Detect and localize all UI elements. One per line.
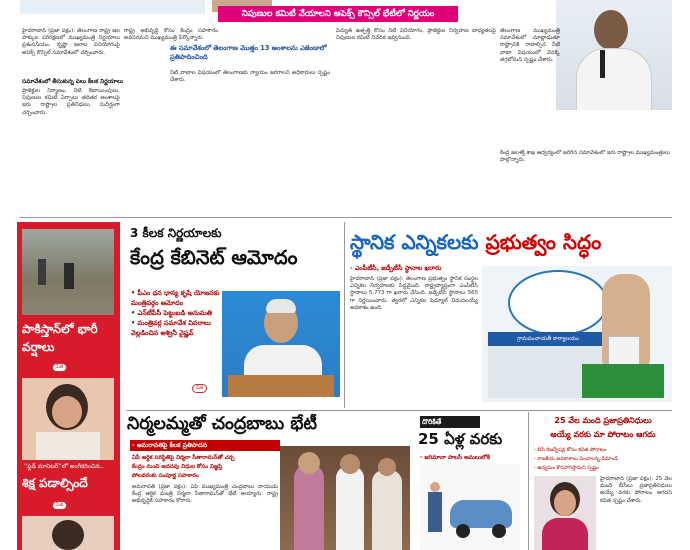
cabinet-page-tag[interactable]: పేజీ <box>192 384 207 393</box>
rain-title: పాకిస్తాన్‌లో భారీ వర్షాలు <box>22 322 98 354</box>
cbn-title: నిర్మలమ్మతో చంద్రబాబు భేటీ <box>127 414 317 434</box>
kavitha-sub3: - ఉద్యమం కొనసాగిస్తామని స్పష్టం <box>534 465 599 471</box>
rain-page-tag[interactable]: పేజీ <box>52 363 67 372</box>
cabinet-bullets <box>131 288 223 338</box>
cbn-bullet: కేంద్రం నుంచి అదనపు నిధుల కోసం విజ్ఞప్తి <box>132 464 223 470</box>
top-col1-subhead: సమావేశంలో తీసుకున్న పలు కీలక నిర్ణయాలు <box>22 79 124 85</box>
pink-banner: నిపుణుల కమిటీ వేయాలని అపెక్స్ కౌన్సిల్ భేటీలో నిర్ణయం <box>218 6 458 22</box>
cabinet-bullet: • మంత్రివర్గ సమావేశ వివరాలు వెల్లడించిన అశ్వినీ వైష్ణవ్ <box>131 318 223 338</box>
election-illustration <box>482 266 672 402</box>
bottom-left-photo <box>22 516 114 550</box>
top-col2-para2: నీటి వాటాల విషయంలో తెలంగాణకు న్యాయం జరగాలని అధికారులు స్పష్టం చేశారు. <box>170 70 330 84</box>
minister-photo <box>222 291 340 397</box>
local-subhead: - ఎంపీటీసీ, జడ్పీటీసీ స్థానాల ఖరారు <box>350 264 442 272</box>
election-office-board: గ్రామపంచాయతీ కార్యాలయం <box>488 332 608 346</box>
horizontal-rule-1 <box>20 217 672 218</box>
top-col1-para1: హైదరాబాద్ (ప్రజా పక్షం): తెలంగాణ రాష్ట్ర జల హక్కుల పరిరక్షణలో ముఖ్యమంత్రి నిర్ణయాలు ప్రశంసనీయం. కృష్ణా జలాల వినియోగంపై అపెక్స్ కౌన్సిల్ సమావేశంలో చర్చించారు. <box>22 28 120 56</box>
top-col4-para: తెలంగాణ ముఖ్యమంత్రి సమావేశంలో మాట్లాడుతూ రాష్ట్రానికి రావాల్సిన నీటి వాటా విషయంలో వెనక్కి తగ్గబోమని స్పష్టం చేశారు. <box>500 28 560 63</box>
kavitha-para: హైదరాబాద్ (ప్రజా పక్షం): 25 వేల మంది బీసీలు ప్రజాప్రతినిధులు అయ్యే వరకు పోరాటం ఆగదని కవిత స్పష్టం చేశారు. <box>600 476 672 504</box>
local-title <box>350 230 672 259</box>
top-col2-para1: రాష్ట్ర అభివృద్ధి కోసం కేంద్రం సహకారం అవసరమని ముఖ్యమంత్రి పేర్కొన్నారు. <box>124 28 218 42</box>
vertical-rule-1 <box>344 222 345 408</box>
kavitha-title-a: 25 వేల మంది ప్రజాప్రతినిధులు <box>554 416 652 425</box>
kavitha-sub1: - బీసీ రిజర్వేషన్ల కోసం కవిత పోరాటం <box>534 447 607 453</box>
rain-photo <box>22 229 114 315</box>
kavitha-sub2: - రాజకీయ అవకాశాలు పెంచాలన్న డిమాండ్ <box>534 456 619 462</box>
kavitha-photo <box>534 476 596 550</box>
cbn-bullet: ఏపీ ఆర్థిక పరిస్థితిపై నిర్మలా సీతారామన్‌తో చర్చ <box>132 455 235 461</box>
cbn-para: అమరావతి (ప్రజా పక్షం): ఏపీ ముఖ్యమంత్రి చంద్రబాబు నాయుడు కేంద్ర ఆర్థిక మంత్రి నిర్మలా సీతారామన్‌తో భేటీ అయ్యారు. రాష్ట్ర అభివృద్ధికి సహకారం కోరారు. <box>132 484 278 505</box>
vehicle-kicker: దొరికితే <box>420 416 480 428</box>
top-col1-para2: ప్రాజెక్టుల నిర్మాణం, నీటి కేటాయింపులు, నిపుణుల కమిటీ ఏర్పాటు తదితర అంశాలపై ఇరు రాష్ట్రాల ప్రతినిధులు సుదీర్ఘంగా చర్చించారు. <box>22 88 120 116</box>
local-para: హైదరాబాద్ (ప్రజా పక్షం): తెలంగాణ ప్రభుత్వం స్థానిక సంస్థల ఎన్నికల నిర్వహణకు సిద్ధమైంది. రాష్ట్రవ్యాప్తంగా ఎంపీటీసీ స్థానాలు 5,773 గా ఖరారు చేసింది. జడ్పీటీసీ స్థానాలు 565 గా నిర్ణయించారు. త్వరలో ఎన్నికల షెడ్యూల్ విడుదలయ్యే అవకాశం ఉంది. <box>350 276 478 311</box>
punish-page-tag[interactable]: పేజీ <box>52 501 67 510</box>
cabinet-bullet: • పీఎం ధన ధాన్య కృషి యోజనకు మంత్రివర్గం ఆమోదం <box>131 288 223 308</box>
vehicle-title: 25 ఏళ్ల వరకు <box>418 430 503 448</box>
local-title-b: ప్రభుత్వం సిద్ధం <box>485 230 602 254</box>
quote-line: ''ఫ్లడ్ మానిటర్''లో అంగీకరించిన.. <box>24 463 104 470</box>
cabinet-bullet: • ఎన్‌టీపీసీ పెట్టుబడి అనుమతి <box>131 308 223 318</box>
cabinet-title: కేంద్ర కేబినెట్ ఆమోదం <box>130 246 298 269</box>
woman-photo <box>22 378 114 460</box>
top-col4-bottom: కేంద్ర జలశక్తి శాఖ ఆధ్వర్యంలో జరిగిన సమావేశంలో ఇరు రాష్ట్రాల ముఖ్యమంత్రులు పాల్గొన్నారు. <box>500 150 670 164</box>
horizontal-rule-2 <box>126 410 672 411</box>
cbn-bullets <box>132 454 278 481</box>
cbn-subhead: - అమరావతిపై కీలక ప్రతిపాదన <box>130 440 280 451</box>
top-col3-para: విద్యుత్ ఉత్పత్తి కోసం నీటి వినియోగం, ప్రాజెక్టుల నిర్వహణ బాధ్యతలపై నిపుణుల కమిటీ నివేదిక ఇవ్వనుంది. <box>336 28 496 42</box>
vehicle-cartoon <box>420 464 520 550</box>
top-col2-highlight: ఈ సమావేశంలో తెలంగాణ మొత్తం 13 అంశాలను ఎజెండాలో ప్రతిపాదించింది <box>170 44 327 61</box>
cbn-bullet: పోలవరంకు సంపూర్ణ సహకారం <box>132 473 199 479</box>
cm-photo <box>556 0 672 110</box>
vehicle-subhead: - జరిమానా పాలసీ అమలులోకి <box>420 455 491 461</box>
punish-title: శిక్ష పడాల్సిందే <box>22 476 88 490</box>
kavitha-title-b: అయ్యే వరకు మా పోరాటం ఆగదు <box>550 430 656 439</box>
cabinet-kicker: 3 కీలక నిర్ణయాలకు <box>130 226 222 240</box>
cbn-photo <box>280 446 410 550</box>
top-strip-light-blue <box>20 0 205 14</box>
local-title-a: స్థానిక ఎన్నికలకు <box>350 230 479 254</box>
vertical-rule-2 <box>528 412 529 550</box>
